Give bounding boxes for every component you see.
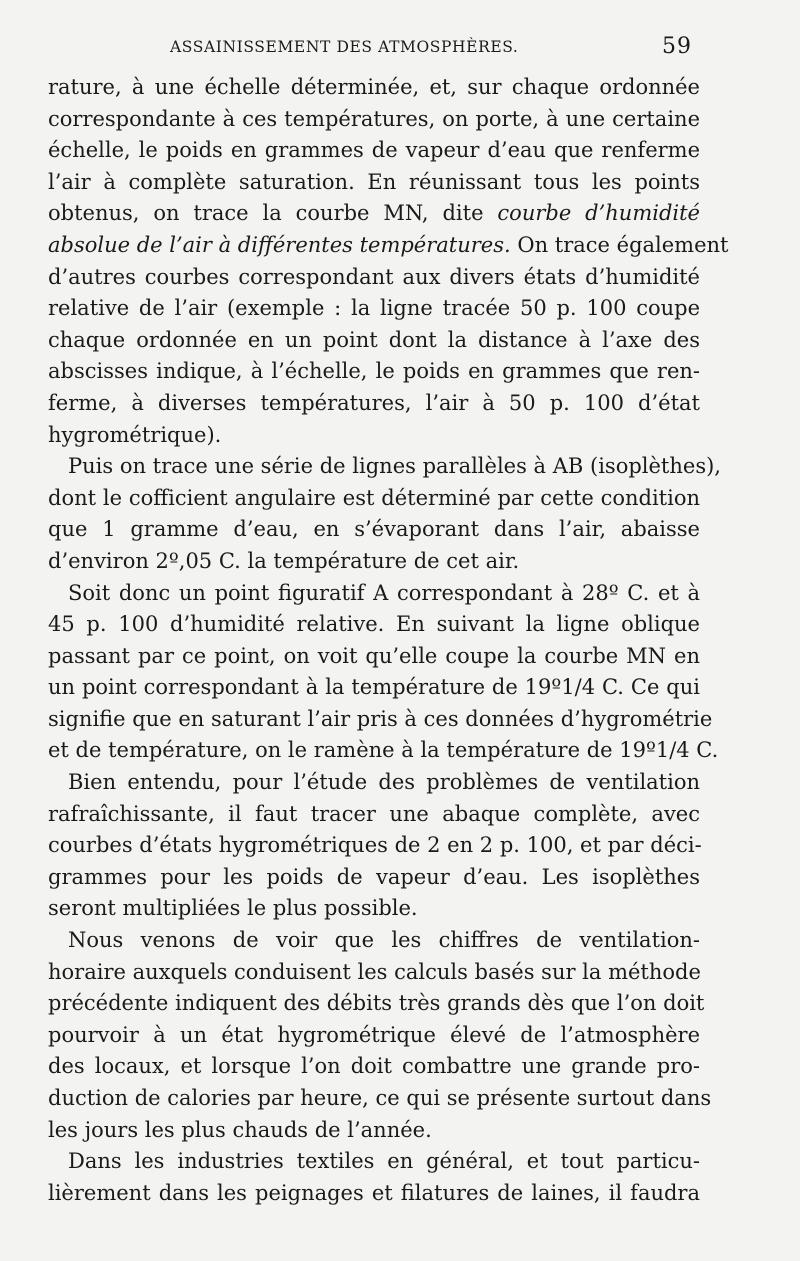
text-span: obtenus, on trace la courbe MN, dite bbox=[48, 201, 498, 226]
text-line: un point correspondant à la température de 19º1/4 C. Ce qui bbox=[48, 675, 700, 700]
text-line: Soit donc un point figuratif A correspondant à 28º C. et à bbox=[68, 580, 700, 605]
text-line: dont le cofficient angulaire est déterminé par cette condition bbox=[48, 485, 700, 510]
text-line: Bien entendu, pour l’étude des problèmes de ventilation bbox=[68, 770, 700, 795]
running-head bbox=[170, 30, 692, 60]
text-line: horaire auxquels conduisent les calculs basés sur la méthode bbox=[48, 959, 701, 984]
italic-text: absolue de l’air à différentes températures. bbox=[48, 232, 511, 257]
text-line: des locaux, et lorsque l’on doit combattre une grande pro- bbox=[48, 1054, 700, 1079]
text-line: l’air à complète saturation. En réunissant tous les points bbox=[48, 169, 700, 194]
text-line bbox=[48, 198, 700, 230]
text-line: relative de l’air (exemple : la ligne tracée 50 p. 100 coupe bbox=[48, 296, 700, 321]
text-line: les jours les plus chauds de l’année. bbox=[48, 1117, 432, 1142]
paragraph-4 bbox=[48, 767, 700, 925]
body-text bbox=[48, 72, 729, 1209]
page-number: 59 bbox=[662, 34, 692, 59]
text-line: que 1 gramme d’eau, en s’évaporant dans l’air, abaisse bbox=[48, 517, 700, 542]
text-line: Nous venons de voir que les chiffres de ventilation- bbox=[68, 928, 700, 953]
text-span: On trace également bbox=[510, 232, 729, 257]
text-line: abscisses indique, à l’échelle, le poids en grammes que ren- bbox=[48, 359, 700, 384]
paragraph-2 bbox=[48, 451, 721, 577]
text-line: passant par ce point, on voit qu’elle coupe la courbe MN en bbox=[48, 643, 700, 668]
text-line: rature, à une échelle déterminée, et, sur chaque ordonnée bbox=[48, 75, 700, 99]
paragraph-5 bbox=[48, 925, 712, 1146]
text-line: courbes d’états hygrométriques de 2 en 2 p. 100, et par déci- bbox=[48, 833, 702, 858]
text-line: précédente indiquent des débits très grands dès que l’on doit bbox=[48, 991, 705, 1016]
paragraph-1 bbox=[48, 72, 729, 451]
text-line: signifie que en saturant l’air pris à ces données d’hygrométrie bbox=[48, 706, 713, 731]
text-line: rafraîchissante, il faut tracer une abaque complète, avec bbox=[48, 801, 700, 826]
text-line: échelle, le poids en grammes de vapeur d’eau que renferme bbox=[48, 138, 700, 163]
text-line: hygrométrique). bbox=[48, 422, 222, 447]
text-line: 45 p. 100 d’humidité relative. En suivant la ligne oblique bbox=[48, 612, 700, 637]
text-line: grammes pour les poids de vapeur d’eau. Les isoplèthes bbox=[48, 864, 700, 889]
paragraph-6 bbox=[48, 1146, 700, 1209]
text-line: Puis on trace une série de lignes parallèles à AB (isoplèthes), bbox=[68, 454, 721, 479]
text-line: duction de calories par heure, ce qui se présente surtout dans bbox=[48, 1086, 712, 1110]
italic-text: courbe d’humidité bbox=[497, 201, 700, 226]
text-line: d’environ 2º,05 C. la température de cet air. bbox=[48, 548, 520, 573]
text-line: chaque ordonnée en un point dont la distance à l’axe des bbox=[48, 327, 700, 352]
text-line: seront multipliées le plus possible. bbox=[48, 896, 418, 921]
paragraph-3 bbox=[48, 578, 719, 768]
text-line bbox=[48, 230, 729, 262]
text-line: et de température, on le ramène à la température de 19º1/4 C. bbox=[48, 738, 719, 763]
text-line: correspondante à ces températures, on porte, à une certaine bbox=[48, 106, 700, 131]
text-line: pourvoir à un état hygrométrique élevé de l’atmosphère bbox=[48, 1022, 700, 1047]
text-line: ferme, à diverses températures, l’air à 50 p. 100 d’état bbox=[48, 390, 700, 415]
text-line: Dans les industries textiles en général, et tout particu- bbox=[68, 1149, 700, 1174]
text-line: lièrement dans les peignages et filatures de laines, il faudra bbox=[48, 1180, 700, 1205]
text-line: d’autres courbes correspondant aux divers états d’humidité bbox=[48, 264, 700, 289]
running-title: ASSAINISSEMENT DES ATMOSPHÈRES. bbox=[170, 38, 519, 56]
